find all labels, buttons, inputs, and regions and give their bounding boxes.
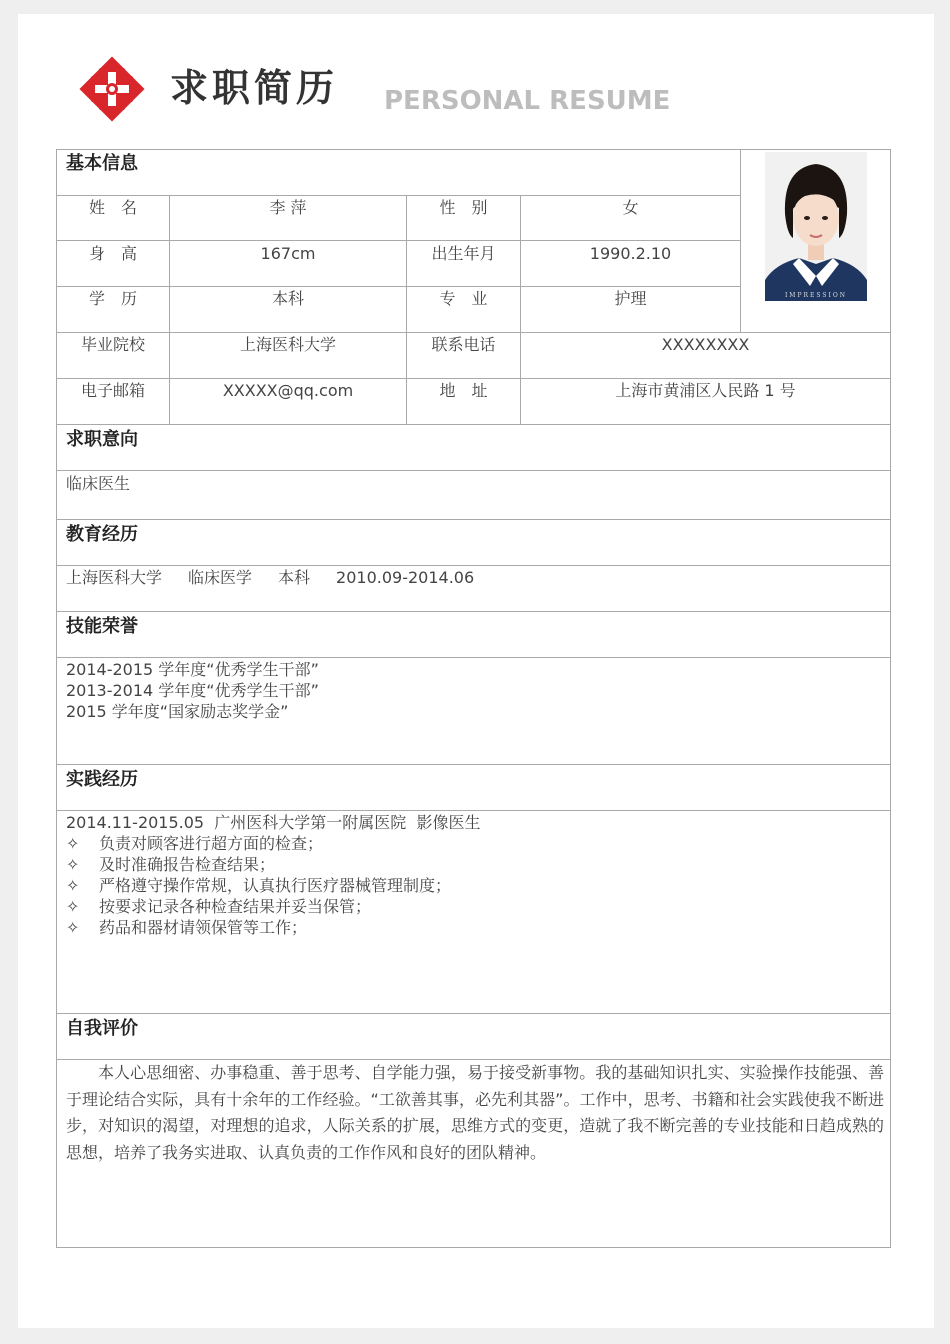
value-education: 本科 (271, 289, 304, 308)
label-email: 电子邮箱 (80, 381, 145, 400)
section-title-education: 教育经历 (66, 524, 138, 545)
page-title: 求职简历 (170, 66, 339, 110)
medical-cross-logo-icon (79, 56, 145, 122)
value-email: XXXXX@qq.com (222, 381, 354, 400)
bullet-icon: ✧ (66, 876, 80, 895)
education-major: 临床医学 (188, 568, 253, 587)
education-period: 2010.09-2014.06 (336, 568, 475, 587)
label-birth: 出生年月 (431, 244, 496, 263)
value-major: 护理 (614, 289, 647, 308)
section-title-basic: 基本信息 (66, 153, 138, 174)
value-address: 上海市黄浦区人民路 1 号 (615, 381, 796, 400)
bullet-icon: ✧ (66, 834, 80, 853)
practice-content (66, 812, 480, 938)
education-school: 上海医科大学 (66, 568, 163, 587)
label-education: 学 历 (88, 289, 137, 308)
value-birth: 1990.2.10 (589, 244, 672, 263)
self-evaluation-content: 本人心思细密、办事稳重、善于思考、自学能力强，易于接受新事物。我的基础知识扎实、实验操作技能强、善于理论结合实际，具有十余年的工作经验。“工欲善其事，必先利其器”。工作中，思考、书籍和社会实践使我不断进步，对知识的渴望，对理想的追求，人际关系的扩展，思维方式的变更，造就了我不断完善的专业技能和日趋成熟的思想，培养了我务实进取、认真负责的工作作风和良好的团队精神。 (66, 1063, 884, 1162)
value-height: 167cm (260, 244, 316, 263)
section-title-honors: 技能荣誉 (66, 616, 138, 637)
label-address: 地 址 (439, 381, 488, 400)
profile-photo (765, 152, 867, 301)
honors-list (66, 659, 319, 722)
section-title-self: 自我评价 (66, 1018, 138, 1039)
section-title-intent: 求职意向 (66, 429, 138, 450)
education-entry (66, 567, 500, 588)
education-degree: 本科 (278, 568, 311, 587)
bullet-icon: ✧ (66, 855, 80, 874)
list-item: ✧ 药品和器材请领保管等工作； (66, 918, 308, 937)
list-item: ✧ 按要求记录各种检查结果并妥当保管； (66, 897, 372, 916)
value-gender: 女 (622, 198, 639, 217)
bullet-icon: ✧ (66, 897, 80, 916)
value-name: 李 萍 (269, 198, 307, 217)
list-item: 2015 学年度“国家励志奖学金” (66, 702, 289, 721)
label-gender: 性 别 (439, 198, 488, 217)
list-item: ✧ 及时准确报告检查结果； (66, 855, 276, 874)
label-major: 专 业 (439, 289, 488, 308)
photo-caption: IMPRESSION (784, 292, 848, 299)
practice-headline: 2014.11-2015.05 广州医科大学第一附属医院 影像医生 (66, 813, 481, 832)
intent-content: 临床医生 (66, 474, 131, 493)
label-height: 身 高 (88, 244, 137, 263)
label-name: 姓 名 (88, 198, 137, 217)
list-item: ✧ 负责对顾客进行超方面的检查； (66, 834, 324, 853)
value-school: 上海医科大学 (239, 335, 336, 354)
label-phone: 联系电话 (431, 335, 496, 354)
section-title-practice: 实践经历 (66, 769, 138, 790)
list-item: 2013-2014 学年度“优秀学生干部” (66, 681, 319, 700)
bullet-icon: ✧ (66, 918, 80, 937)
list-item: ✧ 严格遵守操作常规，认真执行医疗器械管理制度； (66, 876, 452, 895)
value-phone: XXXXXXXX (661, 335, 750, 354)
list-item: 2014-2015 学年度“优秀学生干部” (66, 660, 319, 679)
label-school: 毕业院校 (80, 335, 145, 354)
page-subtitle: PERSONAL RESUME (384, 86, 671, 116)
